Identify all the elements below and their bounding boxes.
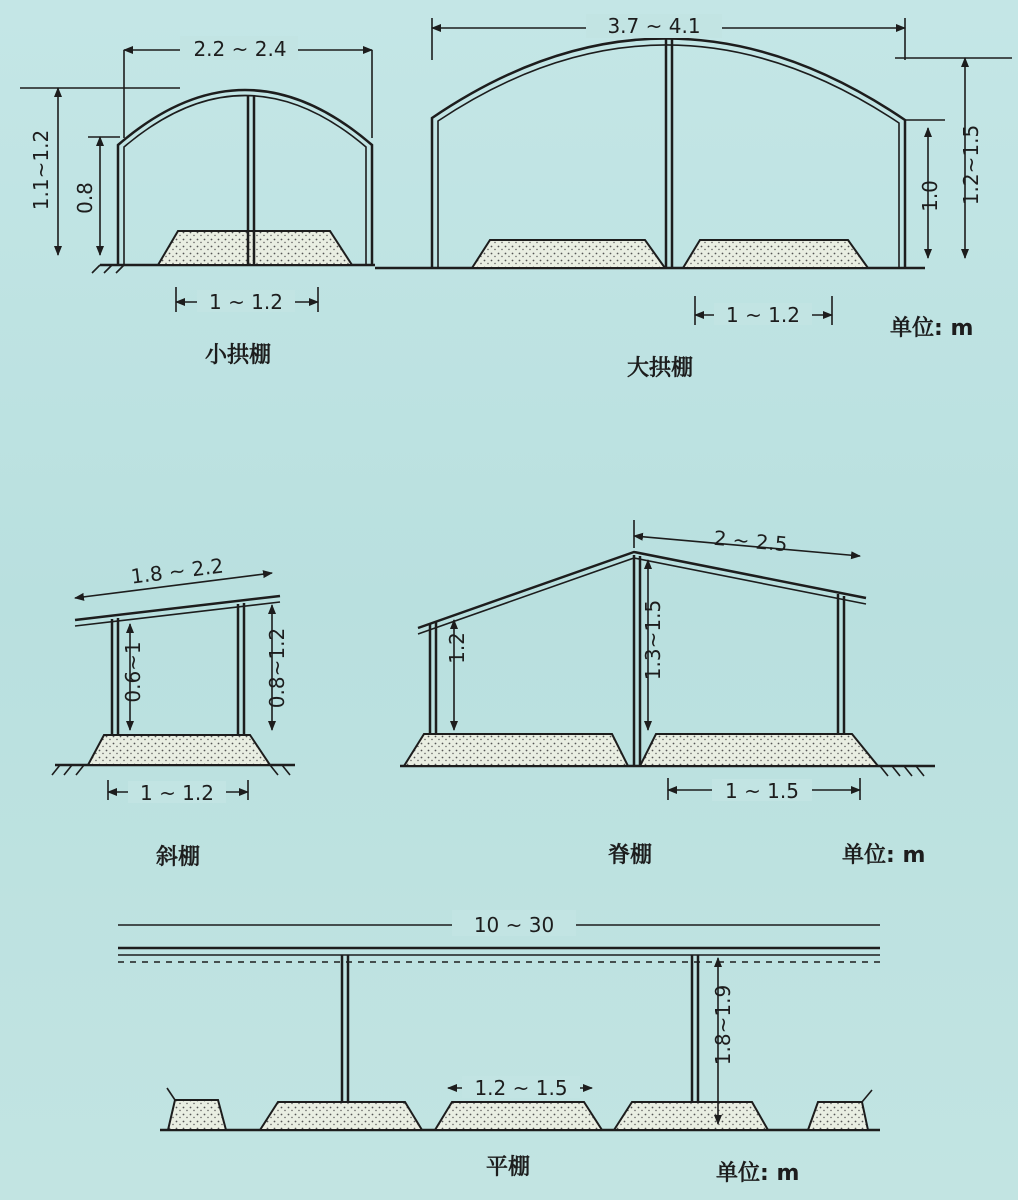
span-label: 3.7 ~ 4.1 <box>607 14 701 38</box>
side-height-label: 1.2 <box>445 632 469 664</box>
planting-bed <box>435 1102 602 1130</box>
planting-bed <box>472 240 665 268</box>
planting-bed-edge <box>808 1102 868 1130</box>
bed-width-label: 1 ~ 1.2 <box>139 781 215 805</box>
span-label: 2.2 ~ 2.4 <box>193 37 287 61</box>
ridge-height-label: 1.3~1.5 <box>641 599 665 681</box>
total-height-label: 1.1~1.2 <box>29 129 53 211</box>
unit-label: 单位: m <box>716 1161 800 1186</box>
span-label: 2 ~ 2.5 <box>712 525 789 557</box>
ground-break <box>862 1090 872 1102</box>
total-height-label: 1.2~1.5 <box>959 124 983 206</box>
bed-width-label: 1.2 ~ 1.5 <box>474 1076 568 1100</box>
planting-bed <box>640 734 878 766</box>
bed-width-label: 1 ~ 1.5 <box>724 779 800 803</box>
large-arch-shed <box>375 14 1012 381</box>
ground-hatch <box>52 765 290 775</box>
slant-shed-caption: 斜棚 <box>155 845 201 870</box>
ridge-shed <box>400 520 935 868</box>
ridge-shed-caption: 脊棚 <box>607 843 653 868</box>
front-height-label: 0.6~1 <box>121 641 145 703</box>
planting-bed <box>260 1102 422 1130</box>
planting-bed <box>88 735 270 765</box>
unit-label: 单位: m <box>890 316 974 341</box>
flat-shed <box>118 910 880 1186</box>
planting-bed-edge <box>168 1100 226 1130</box>
arch-frame-outer <box>432 38 905 268</box>
span-label: 10 ~ 30 <box>473 913 555 937</box>
ground-hatch <box>880 766 924 776</box>
height-label: 1.8~1.9 <box>711 984 735 1066</box>
flat-shed-caption: 平棚 <box>485 1155 531 1180</box>
unit-label: 单位: m <box>842 843 926 868</box>
bed-width-label: 1 ~ 1.2 <box>208 290 284 314</box>
slant-shed <box>52 553 295 870</box>
arch-frame-inner <box>438 45 899 268</box>
bed-width-label: 1 ~ 1.2 <box>725 303 801 327</box>
large-arch-caption: 大拱棚 <box>626 356 694 381</box>
roof-panel <box>75 596 280 620</box>
planting-bed <box>683 240 868 268</box>
roof-panel-inner <box>75 602 280 626</box>
back-height-label: 0.8~1.2 <box>265 627 289 709</box>
side-height-label: 0.8 <box>73 182 97 214</box>
planting-bed <box>614 1102 768 1130</box>
planting-bed <box>404 734 628 766</box>
span-label: 1.8 ~ 2.2 <box>129 553 225 589</box>
small-arch-caption: 小拱棚 <box>204 343 272 368</box>
ground-break <box>167 1088 175 1100</box>
side-height-label: 1.0 <box>918 180 942 212</box>
small-arch-shed <box>20 36 375 368</box>
